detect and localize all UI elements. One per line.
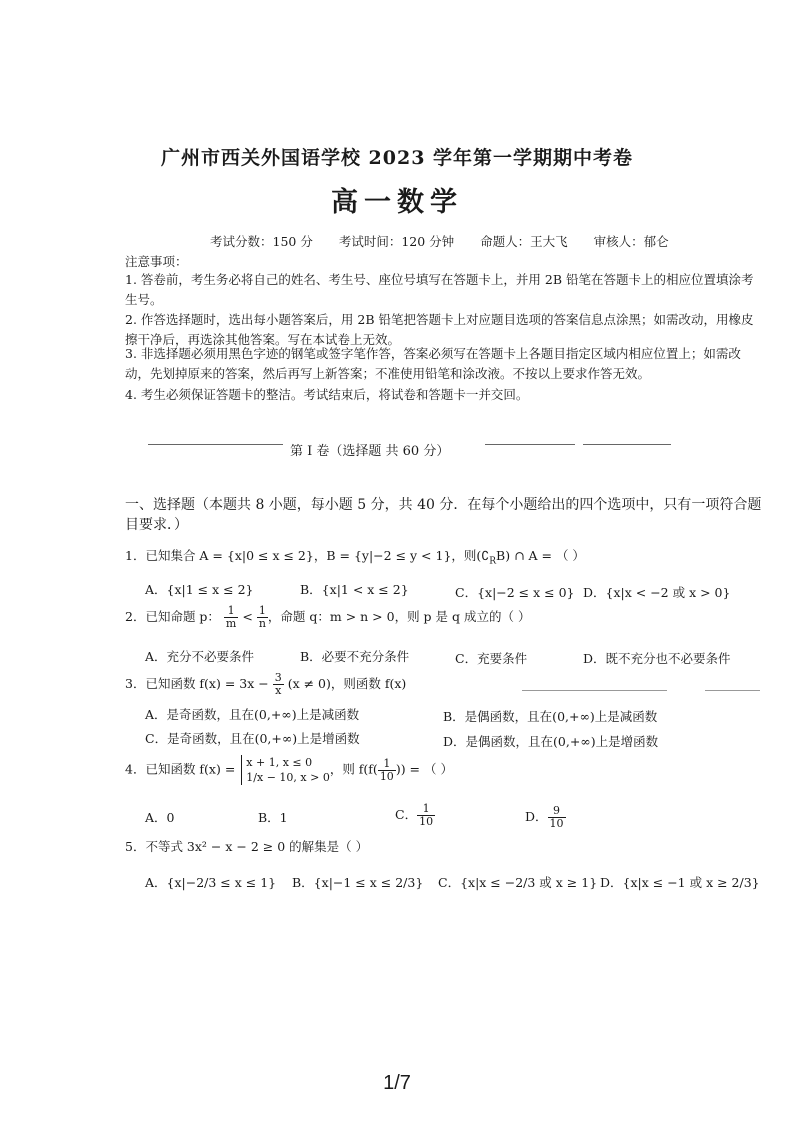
exam-time: 考试时间：120 分钟 <box>338 234 455 249</box>
q4-option-c <box>395 803 435 828</box>
exam-score: 考试分数：150 分 <box>210 234 313 249</box>
exam-info <box>210 232 691 250</box>
q1-option-b: B．{x|1 < x ≤ 2} <box>300 582 409 597</box>
q4-case-2: 1/x − 10, x > 0 <box>246 771 330 784</box>
q4-piecewise <box>241 755 330 785</box>
exam-reviewer: 审核人：郁仑 <box>593 234 669 249</box>
q4-option-a: A．0 <box>145 810 175 825</box>
q2-option-d: D．既不充分也不必要条件 <box>583 651 731 666</box>
notes-heading: 注意事项： <box>125 254 188 269</box>
q4-c-label: C． <box>395 807 418 822</box>
q4-d-fraction <box>548 805 566 830</box>
q2-f2-den: n <box>258 617 266 630</box>
q4-stem-a: 4．已知函数 f(x) = <box>125 761 236 777</box>
q4-c-den: 10 <box>419 815 434 828</box>
divider-left <box>148 444 283 445</box>
q4-fraction <box>378 758 396 783</box>
page-number: 1/7 <box>383 1072 411 1094</box>
question-3-stem <box>125 672 406 697</box>
q4-c-fraction <box>417 803 435 828</box>
q2-f2-num: 1 <box>257 605 268 618</box>
q4-d-label: D． <box>525 809 548 824</box>
q2-option-a: A．充分不必要条件 <box>145 649 255 664</box>
q4-case-1: x + 1, x ≤ 0 <box>246 756 313 769</box>
question-1-stem <box>125 546 585 567</box>
q1-option-a: A．{x|1 ≤ x ≤ 2} <box>145 582 254 597</box>
q3-stem-b: (x ≠ 0)，则函数 f(x) <box>287 676 407 691</box>
q3-option-b: B．是偶函数，且在(0,+∞)上是减函数 <box>443 709 658 724</box>
q1-option-d: D．{x|x < −2 或 x > 0} <box>583 585 731 600</box>
q3-f-num: 3 <box>274 671 282 684</box>
subject-title: 高一数学 <box>331 187 463 218</box>
q2-option-c: C．充要条件 <box>455 651 528 666</box>
q4-c-num: 1 <box>417 803 435 816</box>
question-5-stem: 5．不等式 3x² − x − 2 ≥ 0 的解集是（ ） <box>125 839 369 854</box>
section-heading: 第 I 卷（选择题 共 60 分） <box>290 444 450 459</box>
divider-right-b <box>583 444 671 445</box>
q2-stem-b: ，命题 q：m > n > 0，则 p 是 q 成立的（ ） <box>267 609 531 624</box>
q3-f-den: x <box>275 684 282 697</box>
q1-option-c: C．{x|−2 ≤ x ≤ 0} <box>455 585 575 600</box>
q1-stem-c: B) ∩ A = （ ） <box>496 548 585 563</box>
q3-fraction <box>273 672 284 697</box>
divider-right-a <box>485 444 575 445</box>
q4-stem-c: )) = （ ） <box>395 761 453 777</box>
part-intro: 一、选择题（本题共 8 小题，每小题 5 分，共 40 分．在每个小题给出的四个选项中，只有一项符合题目要求．） <box>125 497 762 533</box>
q2-lt: < <box>242 609 253 624</box>
note-item-4: 4. 考生必须保证答题卡的整洁。考试结束后，将试卷和答题卡一并交回。 <box>125 387 529 402</box>
scan-mark-2 <box>705 690 760 691</box>
q3-stem-a: 3．已知函数 f(x) = 3x − <box>125 676 269 691</box>
q4-f-den: 10 <box>379 769 394 783</box>
q5-option-a: A．{x|−2/3 ≤ x ≤ 1} <box>145 875 277 890</box>
q2-fraction-1 <box>224 605 238 630</box>
note-item-3: 3. 非选择题必须用黑色字迹的钢笔或签字笔作答，答案必须写在答题卡上各题目指定区域内相应位置上；如需改动，先划掉原来的答案，然后再写上新答案；不准使用铅笔和涂改液。不按以上要求作答无效。 <box>125 346 741 381</box>
q1-stem-a: 1．已知集合 A = {x|0 ≤ x ≤ 2}， <box>125 548 327 563</box>
q5-option-d: D．{x|x ≤ −1 或 x ≥ 2/3} <box>600 875 760 890</box>
q4-d-den: 10 <box>549 817 564 830</box>
q2-f1-den: m <box>225 617 237 630</box>
scan-mark-1 <box>522 690 667 691</box>
q2-option-b: B．必要不充分条件 <box>300 649 410 664</box>
q3-option-c: C．是奇函数，且在(0,+∞)上是增函数 <box>145 731 360 746</box>
q2-stem-a: 2．已知命题 p： <box>125 609 220 624</box>
q5-option-b: B．{x|−1 ≤ x ≤ 2/3} <box>292 875 424 890</box>
q2-fraction-2 <box>257 605 268 630</box>
q2-f1-num: 1 <box>224 605 238 618</box>
note-item-2: 2. 作答选择题时，选出每小题答案后，用 2B 铅笔把答题卡上对应题目选项的答案信息点涂黑；如需改动，用橡皮擦干净后，再选涂其他答案。写在本试卷上无效。 <box>125 312 754 347</box>
q3-option-d: D．是偶函数，且在(0,+∞)上是增函数 <box>443 734 659 749</box>
question-2-stem <box>125 605 530 630</box>
q3-option-a: A．是奇函数，且在(0,+∞)上是减函数 <box>145 707 360 722</box>
q1-stem-b: B = {y|−2 ≤ y < 1}，则(∁ <box>326 548 490 563</box>
q4-option-d <box>525 805 566 830</box>
question-4-stem <box>125 755 453 785</box>
q4-f-num: 1 <box>378 758 396 771</box>
q4-stem-b: ，则 f(f( <box>329 761 378 777</box>
q5-option-c: C．{x|x ≤ −2/3 或 x ≥ 1} <box>438 875 598 890</box>
exam-title: 广州市西关外国语学校 2023 学年第一学期期中考卷 <box>160 147 634 169</box>
exam-author: 命题人：王大飞 <box>480 234 568 249</box>
q1-stem-sub: R <box>489 556 497 567</box>
note-item-1: 1. 答卷前，考生务必将自己的姓名、考生号、座位号填写在答题卡上，并用 2B 铅笔在答题卡上的相应位置填涂考生号。 <box>125 272 754 307</box>
q4-d-num: 9 <box>548 805 566 818</box>
q4-option-b: B．1 <box>258 810 288 825</box>
